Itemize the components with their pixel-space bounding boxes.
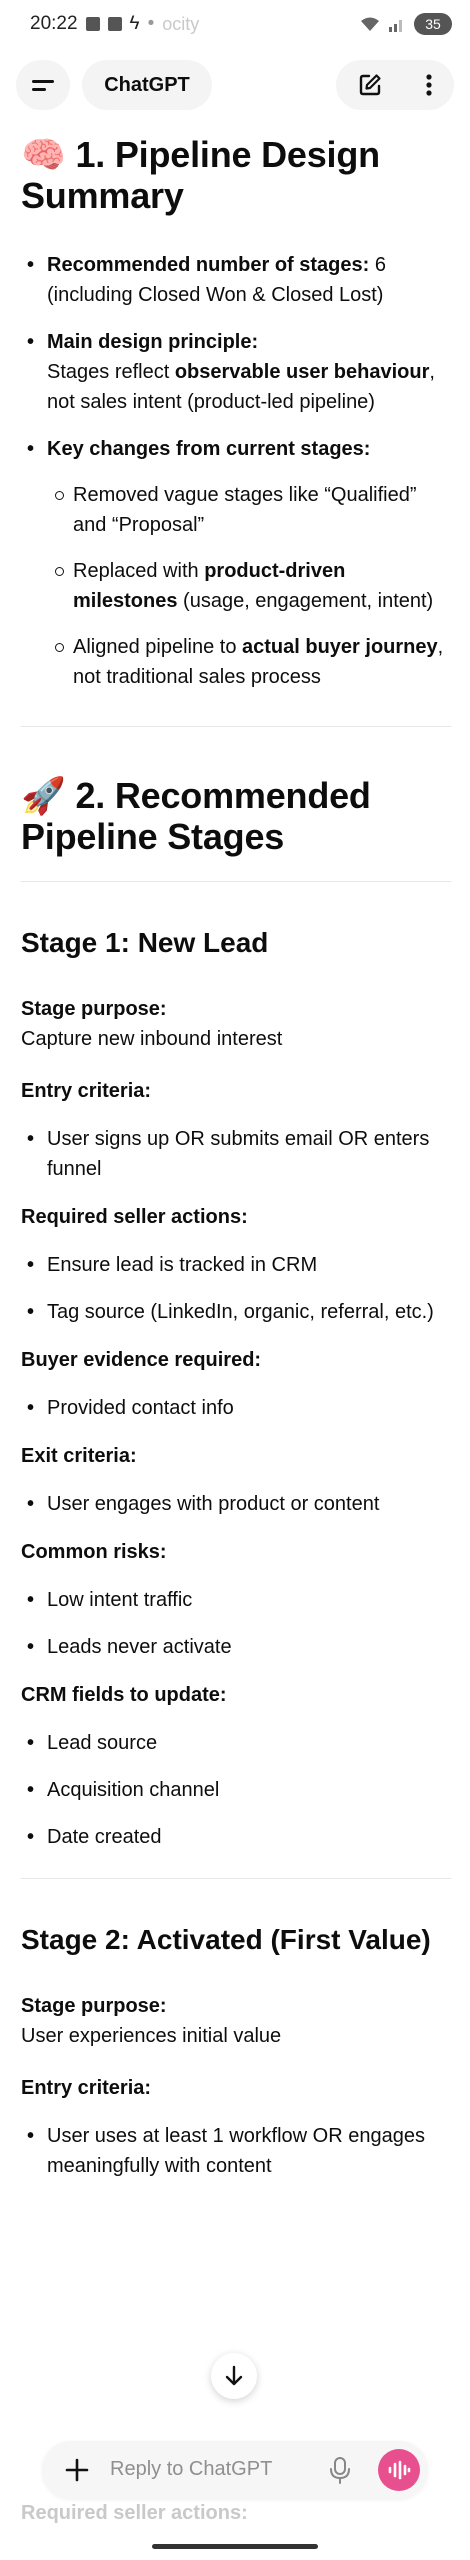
list-item: • Lead source (21, 1728, 451, 1758)
list-item: • Ensure lead is tracked in CRM (21, 1250, 451, 1280)
exit-criteria-label: Exit criteria: (21, 1445, 137, 1467)
notification-icon (108, 17, 122, 31)
change-text-end: (usage, engagement, intent) (177, 590, 434, 612)
list-item: • User uses at least 1 workflow OR engages meaningfully with content (21, 2121, 451, 2181)
divider (21, 1878, 451, 1879)
buyer-evidence-label: Buyer evidence required: (21, 1349, 262, 1371)
header-title: ChatGPT (104, 73, 190, 96)
list-item: • Low intent traffic (21, 1585, 451, 1615)
change-bold: product-driven milestones (73, 560, 346, 612)
list-item: • Leads never activate (21, 1632, 451, 1662)
status-faded-text: ocity (162, 13, 200, 34)
status-bar (0, 0, 470, 48)
status-left (30, 13, 199, 35)
list-item: • User signs up OR submits email OR enters funnel (21, 1124, 451, 1184)
list-item: • User engages with product or content (21, 1489, 451, 1519)
section-heading-2 (21, 775, 451, 857)
common-risks-label: Common risks: (21, 1541, 167, 1563)
top-bar (0, 48, 470, 120)
principle-text-end: , not sales intent (product-led pipeline) (47, 361, 435, 413)
section-heading-1 (21, 134, 451, 216)
list-item: • Provided contact info (21, 1393, 451, 1423)
list-item: • Tag source (LinkedIn, organic, referral, etc.) (21, 1297, 451, 1327)
signal-icon (388, 16, 406, 32)
divider (21, 726, 451, 727)
entry-criteria-label: Entry criteria: (21, 1080, 152, 1102)
stage-1-heading: Stage 1: New Lead (21, 927, 269, 958)
change-bold: actual buyer journey (242, 636, 438, 658)
exit-criteria-list (21, 1489, 451, 1519)
stage-2-heading: Stage 2: Activated (First Value) (21, 1924, 431, 1955)
entry-criteria-label: Entry criteria: (21, 2077, 152, 2099)
list-item: • Date created (21, 1822, 451, 1852)
seller-actions-list (21, 1250, 451, 1327)
seller-actions-label: Required seller actions: (21, 1206, 248, 1228)
new-chat-icon[interactable] (357, 72, 383, 98)
section-heading-1-text: 1. Pipeline Design Summary (21, 134, 380, 216)
status-time: 20:22 (30, 13, 78, 34)
stage-purpose-text: Capture new inbound interest (21, 1028, 283, 1050)
composer (42, 2441, 428, 2499)
common-risks-list (21, 1585, 451, 1662)
stages-value: 6 (including Closed Won & Closed Lost) (47, 254, 386, 306)
change-text-end: , not traditional sales process (73, 636, 444, 688)
chat-response (21, 120, 451, 2199)
sublist-item (47, 556, 451, 616)
scroll-down-button[interactable] (211, 2353, 257, 2399)
divider (21, 881, 451, 882)
stage-purpose-label: Stage purpose: (21, 998, 167, 1020)
faded-next-label: Required seller actions: (21, 2502, 248, 2524)
entry-criteria-list (21, 1124, 451, 1184)
changes-label: Key changes from current stages: (47, 438, 371, 460)
menu-button[interactable] (16, 60, 70, 110)
crm-fields-label: CRM fields to update: (21, 1684, 227, 1706)
list-item (21, 250, 451, 310)
section-heading-2-text: 2. Recommended Pipeline Stages (21, 775, 371, 857)
home-indicator[interactable] (152, 2544, 318, 2549)
hamburger-icon (32, 78, 54, 92)
stage-purpose-label: Stage purpose: (21, 1995, 167, 2017)
rocket-emoji: 🚀 (21, 775, 66, 816)
principle-label: Main design principle: (47, 331, 259, 353)
notification-icon (86, 17, 100, 31)
message-input[interactable]: Reply to ChatGPT (110, 2458, 273, 2480)
stage-purpose-text: User experiences initial value (21, 2025, 282, 2047)
arrow-down-icon (223, 2364, 245, 2388)
flash-icon: ϟ (129, 13, 140, 34)
brain-emoji: 🧠 (21, 134, 66, 175)
change-text: Aligned pipeline to (73, 636, 243, 658)
principle-text: Stages reflect (47, 361, 175, 383)
header-actions (336, 60, 454, 110)
status-right (360, 13, 452, 35)
crm-fields-list (21, 1728, 451, 1852)
stages-label: Recommended number of stages: (47, 254, 370, 276)
sublist-item: Removed vague stages like “Qualified” and “Proposal” (47, 480, 451, 540)
list-item (21, 327, 451, 417)
principle-bold: observable user behaviour (174, 361, 430, 383)
model-title-button[interactable] (82, 60, 212, 110)
list-item (21, 434, 451, 692)
battery-icon: 35 (414, 13, 452, 35)
change-text: Replaced with (73, 560, 205, 582)
plus-icon[interactable] (62, 2455, 92, 2485)
buyer-evidence-list (21, 1393, 451, 1423)
mic-icon[interactable] (328, 2455, 352, 2485)
summary-list (21, 250, 451, 692)
voice-mode-icon (387, 2460, 411, 2480)
dot-icon: • (147, 13, 155, 34)
wifi-icon (360, 16, 380, 32)
sublist-item (47, 632, 451, 692)
changes-sublist (47, 480, 451, 692)
entry-criteria-list (21, 2121, 451, 2181)
list-item: • Acquisition channel (21, 1775, 451, 1805)
voice-mode-button[interactable] (378, 2449, 420, 2491)
more-vertical-icon[interactable] (424, 72, 434, 98)
